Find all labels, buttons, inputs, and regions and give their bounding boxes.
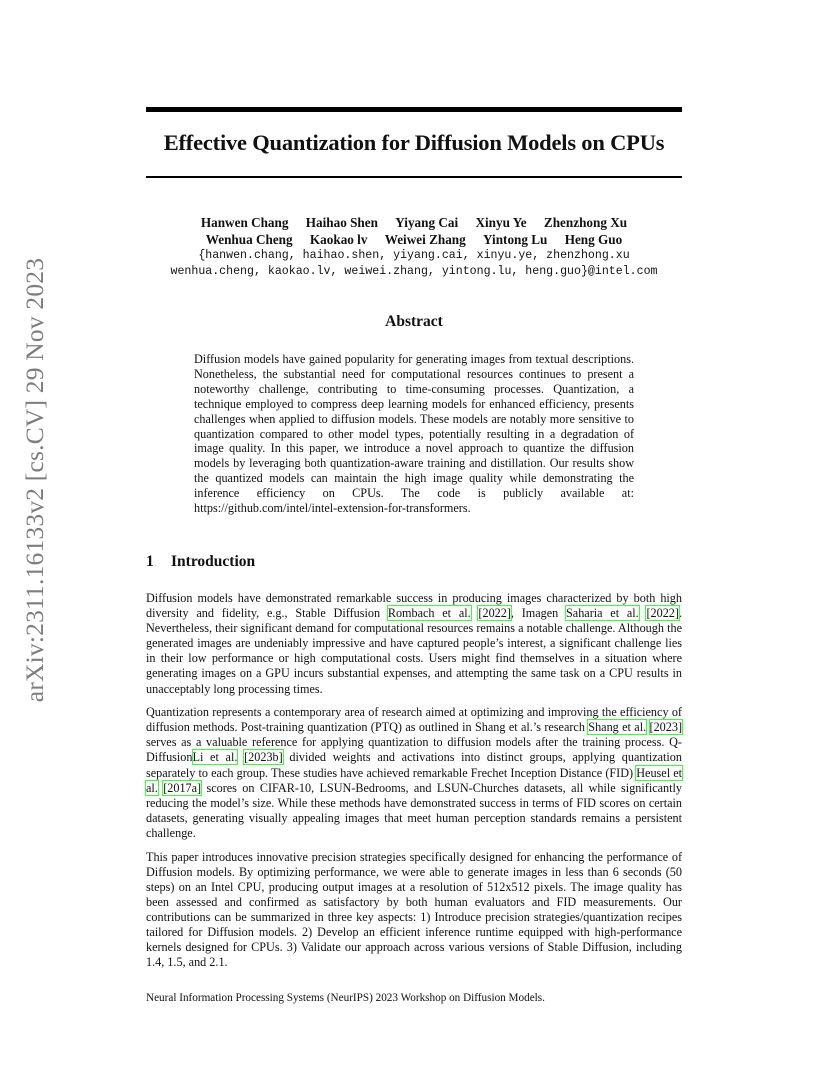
text-run bbox=[646, 720, 649, 734]
section-heading-introduction bbox=[146, 553, 682, 571]
citation-link[interactable]: Heusel et al. bbox=[146, 765, 683, 795]
author-row-2 bbox=[146, 231, 682, 248]
author-name: Heng Guo bbox=[564, 232, 623, 247]
citation-link[interactable]: Li et al. bbox=[192, 750, 238, 765]
author-emails-line-2: wenhua.cheng, kaokao.lv, weiwei.zhang, yintong.lu, heng.guo}@intel.com bbox=[170, 265, 658, 278]
text-run: . Nevertheless, their significant demand for computational resources remains a notable challenge. Although the generated images are undeniably impressive and have captured people’s interest, a significant challenge lies in their low performance or high computational costs. Users might find themselves in a situation where generating images on a GPU incurs substantial expenses, and attempting the same task on a CPU results in unacceptably long processing times. bbox=[146, 606, 682, 696]
author-emails-line-1: {hanwen.chang, haihao.shen, yiyang.cai, xinyu.ye, zhenzhong.xu bbox=[198, 249, 630, 262]
title-top-rule bbox=[146, 107, 682, 112]
paper-title: Effective Quantization for Diffusion Models on CPUs bbox=[163, 130, 665, 155]
section-number: 1 bbox=[146, 553, 154, 570]
arxiv-identifier bbox=[14, 257, 56, 703]
introduction-body bbox=[146, 591, 682, 979]
citation-year-link[interactable]: [2017a] bbox=[163, 780, 202, 795]
venue-footnote: Neural Information Processing Systems (NeurIPS) 2023 Workshop on Diffusion Models. bbox=[146, 992, 545, 1004]
arxiv-identifier-text: arXiv:2311.16133v2 [cs.CV] 29 Nov 2023 bbox=[20, 257, 49, 703]
text-run: divided weights and activations into distinct groups, applying quantization separately to each group. These studies have achieved remarkable Frechet Inception Distance (FID) bbox=[146, 750, 682, 780]
citation-year-link[interactable]: [2023b] bbox=[244, 750, 283, 765]
text-run: Diffusion models have demonstrated remarkable success in producing images characterized by both high diversity and fidelity, e.g., Stable Diffusion bbox=[146, 591, 682, 621]
citation-year-link[interactable]: [2023] bbox=[649, 720, 683, 735]
author-name: Yintong Lu bbox=[483, 232, 548, 247]
citation-year-link[interactable]: [2022] bbox=[478, 606, 511, 621]
text-run: , Imagen bbox=[510, 606, 567, 621]
author-name: Zhenzhong Xu bbox=[543, 215, 628, 230]
citation-link[interactable]: Shang et al. bbox=[588, 720, 647, 735]
author-name: Haihao Shen bbox=[305, 215, 378, 230]
abstract-text: Diffusion models have gained popularity for generating images from textual descriptions. Nonetheless, the substantial need for computational resources continues to present a noteworthy challenge, contributing to time-consuming processes. Quantization, a technique employed to compress deep learning models for enhanced efficiency, presents challenges when applied to diffusion models. These models are notably more sensitive to quantization compared to other model types, potentially resulting in a degradation of image quality. In this paper, we introduce a novel approach to quantize the diffusion models by leveraging both quantization-aware training and distillation. Our results show the quantized models can maintain the high image quality while demonstrating the inference efficiency on CPUs. The code is publicly available at: https://github.com/intel/intel-extension-for-transformers. bbox=[194, 352, 634, 516]
title-bottom-rule bbox=[146, 176, 682, 178]
author-name: Xinyu Ye bbox=[475, 215, 527, 230]
author-name: Hanwen Chang bbox=[200, 215, 289, 230]
citation-link[interactable]: Saharia et al. bbox=[566, 606, 639, 621]
author-name: Kaokao lv bbox=[309, 232, 368, 247]
author-name: Yiyang Cai bbox=[395, 215, 459, 230]
author-block bbox=[146, 214, 682, 280]
abstract-heading: Abstract bbox=[385, 313, 443, 330]
section-title: Introduction bbox=[171, 553, 256, 570]
author-name: Weiwei Zhang bbox=[384, 232, 466, 247]
citation-year-link[interactable]: [2022] bbox=[646, 606, 679, 621]
paragraph-2 bbox=[146, 705, 682, 841]
paragraph-1 bbox=[146, 591, 682, 697]
paragraph-3: This paper introduces innovative precision strategies specifically designed for enhancing the performance of Diffusion models. By optimizing performance, we were able to generate images in less than 6 seconds (50 steps) on an Intel CPU, producing output images at a resolution of 512x512 pixels. The image quality has been assessed and confirmed as satisfactory by both human evaluators and FID measurements. Our contributions can be summarized in three key aspects: 1) Introduce precision strategies/quantization recipes tailored for Diffusion models. 2) Develop an efficient inference runtime equipped with high-performance kernels designed for CPUs. 3) Validate our approach across various versions of Stable Diffusion, including 1.4, 1.5, and 2.1. bbox=[146, 849, 682, 970]
text-run: serves as a valuable reference for applying quantization to diffusion models after the training process. Q-Diffusion bbox=[146, 735, 682, 765]
author-row-1 bbox=[146, 214, 682, 231]
citation-link[interactable]: Rombach et al. bbox=[387, 606, 471, 621]
text-run: scores on CIFAR-10, LSUN-Bedrooms, and LSUN-Churches datasets, all while significantly reducing the model’s size. While these methods have demonstrated success in terms of FID scores on certain datasets, generating visually appealing images that meet human perception standards remains a persistent challenge. bbox=[146, 780, 682, 840]
text-run: Quantization represents a contemporary area of research aimed at optimizing and improving the efficiency of diffusion methods. Post-training quantization (PTQ) as outlined in Shang et al.’s research bbox=[146, 705, 682, 735]
author-name: Wenhua Cheng bbox=[205, 232, 293, 247]
